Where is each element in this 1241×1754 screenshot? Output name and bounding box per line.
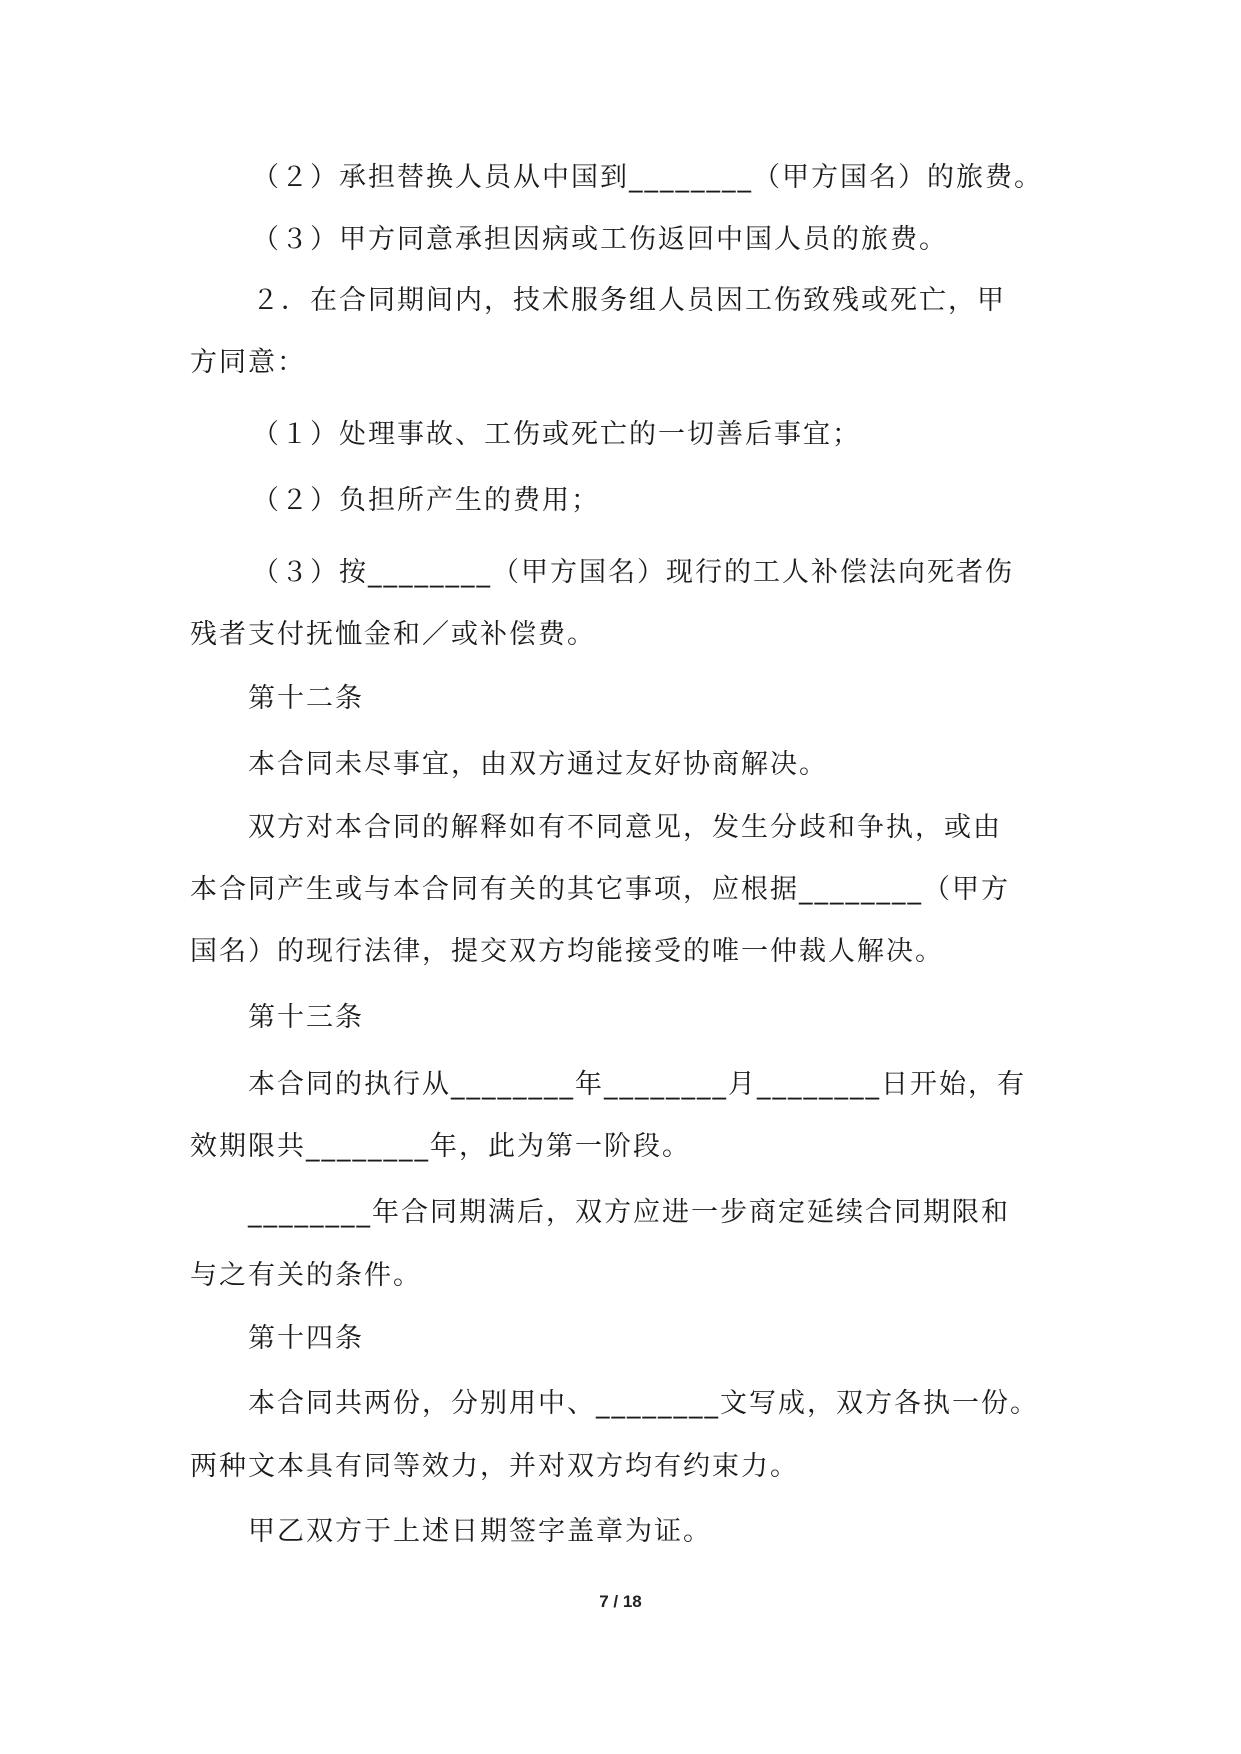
paragraph-line: 本合同未尽事宜，由双方通过友好协商解决。 xyxy=(248,749,828,780)
paragraph-line: 本合同的执行从________年________月________日开始，有 xyxy=(248,1069,1026,1100)
section-heading: 第十二条 xyxy=(248,683,364,714)
paragraph-line: ________年合同期满后，双方应进一步商定延续合同期限和 xyxy=(248,1197,1010,1228)
paragraph-line: 效期限共________年，此为第一阶段。 xyxy=(190,1131,691,1162)
paragraph-line: 与之有关的条件。 xyxy=(190,1260,422,1291)
paragraph-line: （３）甲方同意承担因病或工伤返回中国人员的旅费。 xyxy=(252,224,948,255)
paragraph-line: （２）负担所产生的费用； xyxy=(252,485,600,516)
paragraph-line: 本合同共两份，分别用中、________文写成，双方各执一份。 xyxy=(248,1388,1039,1419)
paragraph-line: （３）按________（甲方国名）现行的工人补偿法向死者伤 xyxy=(252,557,1014,588)
paragraph-line: 甲乙双方于上述日期签字盖章为证。 xyxy=(248,1516,712,1547)
paragraph-line: （１）处理事故、工伤或死亡的一切善后事宜； xyxy=(252,419,861,450)
paragraph-line: 本合同产生或与本合同有关的其它事项，应根据________（甲方 xyxy=(190,874,1010,905)
paragraph-line: ２．在合同期间内，技术服务组人员因工伤致残或死亡，甲 xyxy=(252,285,1006,316)
paragraph-line: 国名）的现行法律，提交双方均能接受的唯一仲裁人解决。 xyxy=(190,936,944,967)
paragraph-line: 两种文本具有同等效力，并对双方均有约束力。 xyxy=(190,1451,799,1482)
paragraph-line: 双方对本合同的解释如有不同意见，发生分歧和争执，或由 xyxy=(248,812,1002,843)
paragraph-line: 残者支付抚恤金和／或补偿费。 xyxy=(190,619,596,650)
page-number: 7 / 18 xyxy=(599,1592,642,1611)
section-heading: 第十三条 xyxy=(248,1002,364,1033)
section-heading: 第十四条 xyxy=(248,1323,364,1354)
paragraph-line: （２）承担替换人员从中国到________（甲方国名）的旅费。 xyxy=(252,162,1043,193)
paragraph-line: 方同意： xyxy=(190,347,306,378)
